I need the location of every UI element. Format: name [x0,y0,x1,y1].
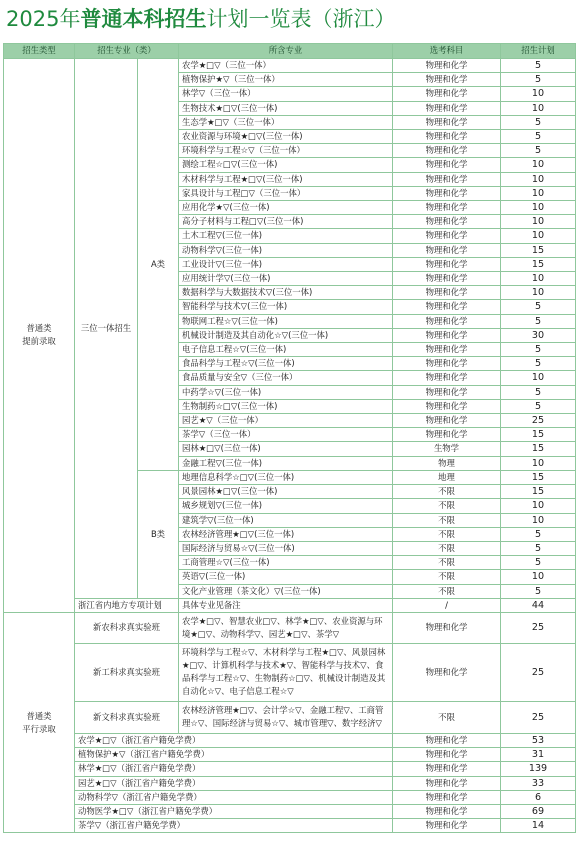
subject-cell: 物理和化学 [393,59,501,73]
subject-cell: 物理和化学 [393,101,501,115]
subject-cell: 物理和化学 [393,428,501,442]
plan-cell: 10 [501,229,576,243]
header-included-majors: 所含专业 [179,44,393,59]
plan-cell: 5 [501,73,576,87]
free-tuition-subject: 物理和化学 [393,748,501,762]
plan-cell: 5 [501,556,576,570]
plan-cell: 5 [501,357,576,371]
major-cell: 生态学★□▽（三位一体） [179,115,393,129]
subject-cell: 物理和化学 [393,130,501,144]
type-parallel-cell: 普通类 平行录取 [4,612,75,832]
major-cell: 智能科学与技术▽(三位一体) [179,300,393,314]
free-tuition-row [4,804,576,818]
plan-cell: 5 [501,399,576,413]
free-tuition-plan: 139 [501,762,576,776]
subject-cell: 不限 [393,541,501,555]
plan-cell: 5 [501,527,576,541]
plan-cell: 5 [501,144,576,158]
subject-cell: 不限 [393,485,501,499]
major-cell: 农学★□▽（三位一体） [179,59,393,73]
subject-cell: 物理和化学 [393,186,501,200]
experimental-majors: 农林经济管理★□▽、会计学☆▽、金融工程▽、工商管理☆▽、国际经济与贸易☆▽、城市管理▽、数字经济▽ [179,701,393,733]
major-cell: 风景园林★□▽(三位一体) [179,485,393,499]
experimental-subject: 不限 [393,701,501,733]
free-tuition-subject: 物理和化学 [393,790,501,804]
plan-cell: 5 [501,541,576,555]
free-tuition-name: 茶学▽（浙江省户籍免学费） [75,819,393,833]
major-cell: 工商管理☆▽(三位一体) [179,556,393,570]
major-cell: 文化产业管理（茶文化）▽(三位一体) [179,584,393,598]
free-tuition-row [4,733,576,747]
free-tuition-row [4,776,576,790]
major-cell: 电子信息工程☆▽(三位一体) [179,343,393,357]
major-cell: 金融工程▽(三位一体) [179,456,393,470]
free-tuition-plan: 14 [501,819,576,833]
major-cell: 数据科学与大数据技术▽(三位一体) [179,286,393,300]
plan-cell: 10 [501,158,576,172]
header-type: 招生类型 [4,44,75,59]
free-tuition-plan: 53 [501,733,576,747]
subject-cell: 物理和化学 [393,158,501,172]
free-tuition-row [4,748,576,762]
table-row-local-plan [4,598,576,612]
header-plan: 招生计划 [501,44,576,59]
subject-cell: 物理和化学 [393,87,501,101]
experimental-majors: 环境科学与工程☆▽、木材科学与工程★□▽、风景园林★□▽、计算机科学与技术★▽、智能科学与技术▽、食品科学与工程☆▽、生物制药☆□▽、机械设计制造及其自动化☆▽、电子信息工程☆▽ [179,643,393,701]
major-cell: 中药学☆▽(三位一体) [179,385,393,399]
free-tuition-subject: 物理和化学 [393,819,501,833]
free-tuition-name: 动物医学★□▽（浙江省户籍免学费） [75,804,393,818]
page-title [6,4,395,34]
subject-cell: 物理和化学 [393,414,501,428]
major-cell: 茶学▽（三位一体） [179,428,393,442]
major-cell: 机械设计制造及其自动化☆▽(三位一体) [179,328,393,342]
plan-cell: 5 [501,314,576,328]
class-a-cell: A类 [138,59,179,471]
plan-cell: 25 [501,414,576,428]
local-plan-plan: 44 [501,598,576,612]
plan-cell: 10 [501,456,576,470]
plan-cell: 5 [501,300,576,314]
experimental-row [4,643,576,701]
plan-cell: 10 [501,87,576,101]
major-cell: 应用统计学▽(三位一体) [179,272,393,286]
free-tuition-name: 林学★□▽（浙江省户籍免学费） [75,762,393,776]
experimental-subject: 物理和化学 [393,612,501,643]
free-tuition-row [4,819,576,833]
local-plan-subject: / [393,598,501,612]
free-tuition-plan: 31 [501,748,576,762]
subject-cell: 物理和化学 [393,399,501,413]
free-tuition-subject: 物理和化学 [393,762,501,776]
free-tuition-plan: 33 [501,776,576,790]
free-tuition-subject: 物理和化学 [393,776,501,790]
plan-cell: 10 [501,201,576,215]
experimental-name: 新农科求真实验班 [75,612,179,643]
subject-cell: 物理和化学 [393,343,501,357]
title-year: 2025年 [6,7,81,31]
plan-cell: 15 [501,243,576,257]
plan-cell: 5 [501,385,576,399]
plan-cell: 15 [501,428,576,442]
plan-cell: 5 [501,59,576,73]
major-cell: 食品科学与工程☆▽(三位一体) [179,357,393,371]
plan-cell: 30 [501,328,576,342]
plan-cell: 10 [501,101,576,115]
major-cell: 建筑学▽(三位一体) [179,513,393,527]
subject-cell: 地理 [393,470,501,484]
major-cell: 测绘工程☆□▽(三位一体) [179,158,393,172]
subject-cell: 不限 [393,584,501,598]
plan-cell: 15 [501,485,576,499]
plan-cell: 5 [501,130,576,144]
major-cell: 园艺★▽（三位一体） [179,414,393,428]
plan-cell: 10 [501,513,576,527]
experimental-row [4,612,576,643]
subject-cell: 物理和化学 [393,385,501,399]
free-tuition-subject: 物理和化学 [393,804,501,818]
local-plan-major: 具体专业见备注 [179,598,393,612]
experimental-row [4,701,576,733]
subject-cell: 不限 [393,570,501,584]
major-cell: 物联网工程☆▽(三位一体) [179,314,393,328]
major-cell: 农业资源与环境★□▽(三位一体) [179,130,393,144]
subject-cell: 物理和化学 [393,314,501,328]
free-tuition-subject: 物理和化学 [393,733,501,747]
subject-cell: 不限 [393,556,501,570]
subject-cell: 物理和化学 [393,243,501,257]
integrated-cell: 三位一体招生 [75,59,138,599]
plan-cell: 10 [501,499,576,513]
title-rest: 计划一览表（浙江） [206,7,396,31]
subject-cell: 物理和化学 [393,201,501,215]
major-cell: 农林经济管理★□▽(三位一体) [179,527,393,541]
free-tuition-name: 植物保护★▽（浙江省户籍免学费） [75,748,393,762]
plan-cell: 10 [501,172,576,186]
plan-cell: 10 [501,215,576,229]
major-cell: 国际经济与贸易☆▽(三位一体) [179,541,393,555]
subject-cell: 不限 [393,513,501,527]
plan-cell: 15 [501,257,576,271]
major-cell: 家具设计与工程□▽（三位一体） [179,186,393,200]
major-cell: 工业设计▽(三位一体) [179,257,393,271]
local-plan-name: 浙江省内地方专项计划 [75,598,179,612]
plan-cell: 5 [501,115,576,129]
experimental-plan: 25 [501,612,576,643]
subject-cell: 物理和化学 [393,257,501,271]
subject-cell: 物理和化学 [393,300,501,314]
title-bold: 普通本科招生 [80,7,207,31]
subject-cell: 物理和化学 [393,144,501,158]
free-tuition-name: 动物科学▽（浙江省户籍免学费） [75,790,393,804]
subject-cell: 物理和化学 [393,172,501,186]
type-advance-cell: 普通类 提前录取 [4,59,75,613]
subject-cell: 物理和化学 [393,357,501,371]
major-cell: 园林★□▽(三位一体) [179,442,393,456]
free-tuition-row [4,790,576,804]
experimental-subject: 物理和化学 [393,643,501,701]
major-cell: 应用化学★▽(三位一体) [179,201,393,215]
free-tuition-name: 农学★□▽（浙江省户籍免学费） [75,733,393,747]
major-cell: 林学▽（三位一体） [179,87,393,101]
plan-cell: 10 [501,371,576,385]
free-tuition-row [4,762,576,776]
plan-cell: 5 [501,343,576,357]
experimental-plan: 25 [501,643,576,701]
major-cell: 英语▽(三位一体) [179,570,393,584]
major-cell: 土木工程▽(三位一体) [179,229,393,243]
plan-cell: 10 [501,570,576,584]
plan-cell: 10 [501,186,576,200]
table-row [4,59,576,73]
major-cell: 食品质量与安全▽（三位一体） [179,371,393,385]
experimental-plan: 25 [501,701,576,733]
free-tuition-name: 园艺★□▽（浙江省户籍免学费） [75,776,393,790]
experimental-majors: 农学★□▽、智慧农业□▽、林学★□▽、农业资源与环境★□▽、动物科学▽、园艺★□▽、茶学▽ [179,612,393,643]
table-header-row [4,44,576,59]
enrollment-plan-table [3,43,576,833]
subject-cell: 物理和化学 [393,328,501,342]
subject-cell: 物理 [393,456,501,470]
header-major-class: 招生专业（类） [75,44,179,59]
major-cell: 城乡规划▽(三位一体) [179,499,393,513]
subject-cell: 物理和化学 [393,286,501,300]
subject-cell: 物理和化学 [393,272,501,286]
experimental-name: 新工科求真实验班 [75,643,179,701]
major-cell: 木材科学与工程★□▽(三位一体) [179,172,393,186]
free-tuition-plan: 69 [501,804,576,818]
experimental-name: 新文科求真实验班 [75,701,179,733]
major-cell: 植物保护★▽（三位一体） [179,73,393,87]
subject-cell: 物理和化学 [393,115,501,129]
subject-cell: 物理和化学 [393,215,501,229]
subject-cell: 生物学 [393,442,501,456]
major-cell: 生物制药☆□▽(三位一体) [179,399,393,413]
plan-cell: 10 [501,272,576,286]
plan-cell: 5 [501,584,576,598]
subject-cell: 物理和化学 [393,73,501,87]
free-tuition-plan: 6 [501,790,576,804]
plan-cell: 15 [501,442,576,456]
major-cell: 高分子材料与工程□▽(三位一体) [179,215,393,229]
class-b-cell: B类 [138,470,179,598]
major-cell: 生物技术★□▽(三位一体) [179,101,393,115]
subject-cell: 不限 [393,527,501,541]
subject-cell: 物理和化学 [393,229,501,243]
major-cell: 环境科学与工程☆▽（三位一体） [179,144,393,158]
plan-cell: 10 [501,286,576,300]
major-cell: 地理信息科学☆□▽(三位一体) [179,470,393,484]
plan-cell: 15 [501,470,576,484]
subject-cell: 不限 [393,499,501,513]
major-cell: 动物科学▽(三位一体) [179,243,393,257]
header-subjects: 选考科目 [393,44,501,59]
subject-cell: 物理和化学 [393,371,501,385]
